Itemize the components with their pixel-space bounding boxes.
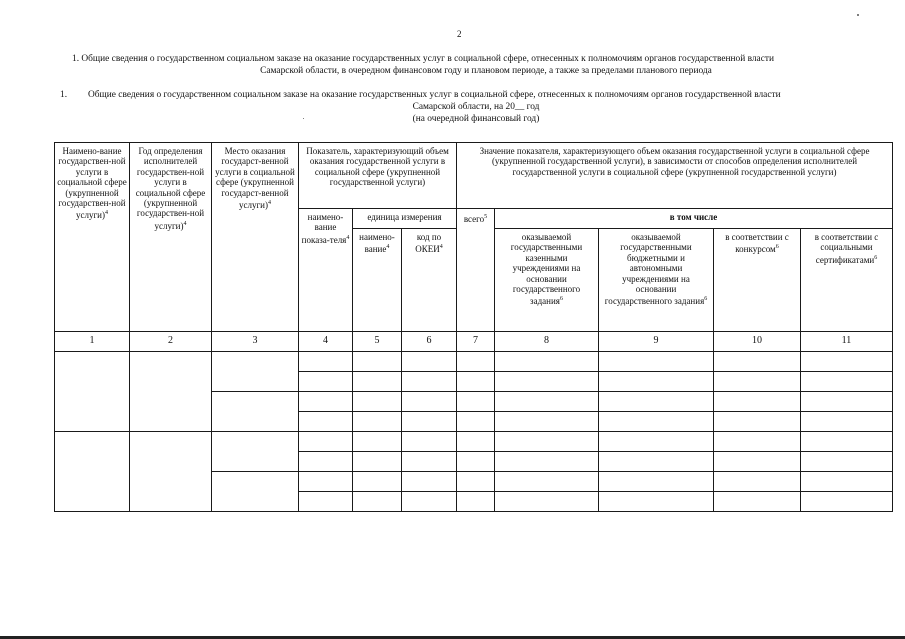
table-cell (457, 452, 495, 472)
table-cell (402, 392, 457, 412)
table-cell (402, 432, 457, 452)
header-unit-name: наимено-вание$^4$ (353, 229, 402, 332)
table-cell (599, 352, 714, 372)
table-cell (457, 352, 495, 372)
header-value-group: Значение показателя, характеризующего объем оказания государственной услуги в социальной сфере (укрупненной государственной услуги), в зависимости от способов определения исполнителей государственной услуги в социальной сфере (укрупненной государственной услуги) (457, 143, 893, 209)
heading-2-text: Общие сведения о государственном социальном заказе на оказание государственных услуг в социальной сфере, отнесенных к полномочиям органов государственной власти (88, 90, 781, 100)
heading-2-number: 1. (60, 90, 68, 100)
table-cell (801, 392, 893, 412)
table-cell (299, 412, 353, 432)
table-cell (801, 492, 893, 512)
table-cell (714, 452, 801, 472)
table-cell (457, 432, 495, 452)
table-cell (353, 372, 402, 392)
table-cell (599, 412, 714, 432)
table-cell (353, 472, 402, 492)
table-cell (714, 352, 801, 372)
column-number: 8 (495, 332, 599, 352)
table-cell (353, 412, 402, 432)
column-number: 3 (212, 332, 299, 352)
table-cell (801, 352, 893, 372)
header-indicator-group: Показатель, характеризующий объем оказания государственной услуги в социальной сфере (укрупненной государственной услуги) (299, 143, 457, 209)
column-number: 11 (801, 332, 893, 352)
column-number: 9 (599, 332, 714, 352)
table-cell (457, 412, 495, 432)
table-cell (599, 392, 714, 412)
table-cell (801, 452, 893, 472)
table-cell (299, 492, 353, 512)
header-total: всего$^5$ (457, 209, 495, 332)
table-cell (457, 492, 495, 512)
header-year: Год определения исполнителей государствен-ной услуги в социальной сфере (укрупненной государствен-ной услуги)$^4$ (130, 143, 212, 332)
header-including: в том числе (495, 209, 893, 229)
table-cell (353, 432, 402, 452)
table-cell (495, 492, 599, 512)
table-cell (457, 472, 495, 492)
table-cell (495, 372, 599, 392)
table-cell (457, 372, 495, 392)
header-unit-okei: код по ОКЕИ$^4$ (402, 229, 457, 332)
table-cell (495, 472, 599, 492)
table-cell (599, 372, 714, 392)
column-number: 4 (299, 332, 353, 352)
heading-2-line-1 (60, 89, 892, 101)
header-certificates: в соответствии с социальными сертификатами$^6$ (801, 229, 893, 332)
table-cell (299, 432, 353, 452)
table-cell (714, 432, 801, 452)
heading-1-line-1: 1. Общие сведения о государственном социальном заказе на оказание государственных услуг в социальной сфере, отнесенных к полномочиям органов государственной власти (72, 54, 774, 64)
column-number: 10 (714, 332, 801, 352)
table-cell (495, 432, 599, 452)
column-number: 5 (353, 332, 402, 352)
page-number: 2 (457, 29, 462, 39)
table-cell (130, 432, 212, 512)
table-cell (299, 372, 353, 392)
table-cell (55, 432, 130, 512)
table-cell (55, 352, 130, 432)
table-cell (299, 452, 353, 472)
table-cell (402, 452, 457, 472)
table-cell (714, 372, 801, 392)
table-cell (130, 352, 212, 432)
column-number: 6 (402, 332, 457, 352)
table-cell (714, 412, 801, 432)
table-cell (714, 492, 801, 512)
social-order-table (54, 142, 893, 512)
table-cell (599, 452, 714, 472)
header-service-name: Наимено-вание государствен-ной услуги в социальной сфере (укрупненной государствен-ной услуги)$^4$ (55, 143, 130, 332)
table-cell (457, 392, 495, 412)
scan-speck (303, 118, 304, 119)
header-unit-group: единица измерения (353, 209, 457, 229)
table-cell (714, 392, 801, 412)
table-cell (495, 392, 599, 412)
table-cell (299, 392, 353, 412)
table-cell (299, 472, 353, 492)
heading-1-line-2: Самарской области, в очередном финансовом году и плановом периоде, а также за пределами планового периода (260, 66, 712, 76)
table-cell (402, 372, 457, 392)
table-cell (599, 492, 714, 512)
table-cell (353, 492, 402, 512)
table-cell (801, 412, 893, 432)
table-cell (402, 492, 457, 512)
header-competition: в соответствии с конкурсом$^6$ (714, 229, 801, 332)
table-cell (599, 432, 714, 452)
table-cell (714, 472, 801, 492)
table-cell (402, 352, 457, 372)
table-cell (212, 352, 299, 392)
table-cell (402, 472, 457, 492)
table-cell (212, 472, 299, 512)
table-cell (599, 472, 714, 492)
section-heading-1 (72, 53, 892, 77)
table-cell (495, 412, 599, 432)
section-heading-2 (60, 89, 892, 125)
table-cell (212, 392, 299, 432)
heading-2-line-2: Самарской области, на 20__ год (412, 102, 540, 112)
header-treasury-institutions: оказываемой государственными казенными учреждениями на основании государственного задания$^6$ (495, 229, 599, 332)
table-cell (801, 472, 893, 492)
table-cell (212, 432, 299, 472)
table-cell (495, 352, 599, 372)
header-budget-institutions: оказываемой государственными бюджетными и автономными учреждениями на основании государственного задания$^6$ (599, 229, 714, 332)
column-number: 7 (457, 332, 495, 352)
table-cell (353, 352, 402, 372)
column-number: 2 (130, 332, 212, 352)
scan-speck (857, 14, 859, 16)
column-number: 1 (55, 332, 130, 352)
table-cell (353, 452, 402, 472)
table-cell (402, 412, 457, 432)
table-cell (299, 352, 353, 372)
header-indicator-name: наимено-вание показа-теля$^4$ (299, 209, 353, 332)
table-cell (353, 392, 402, 412)
heading-2-line-3: (на очередной финансовый год) (412, 114, 540, 124)
table-cell (801, 372, 893, 392)
table-cell (495, 452, 599, 472)
header-place: Место оказания государст-венной услуги в социальной сфере (укрупненной государст-венной услуги)$^4$ (212, 143, 299, 332)
table-cell (801, 432, 893, 452)
